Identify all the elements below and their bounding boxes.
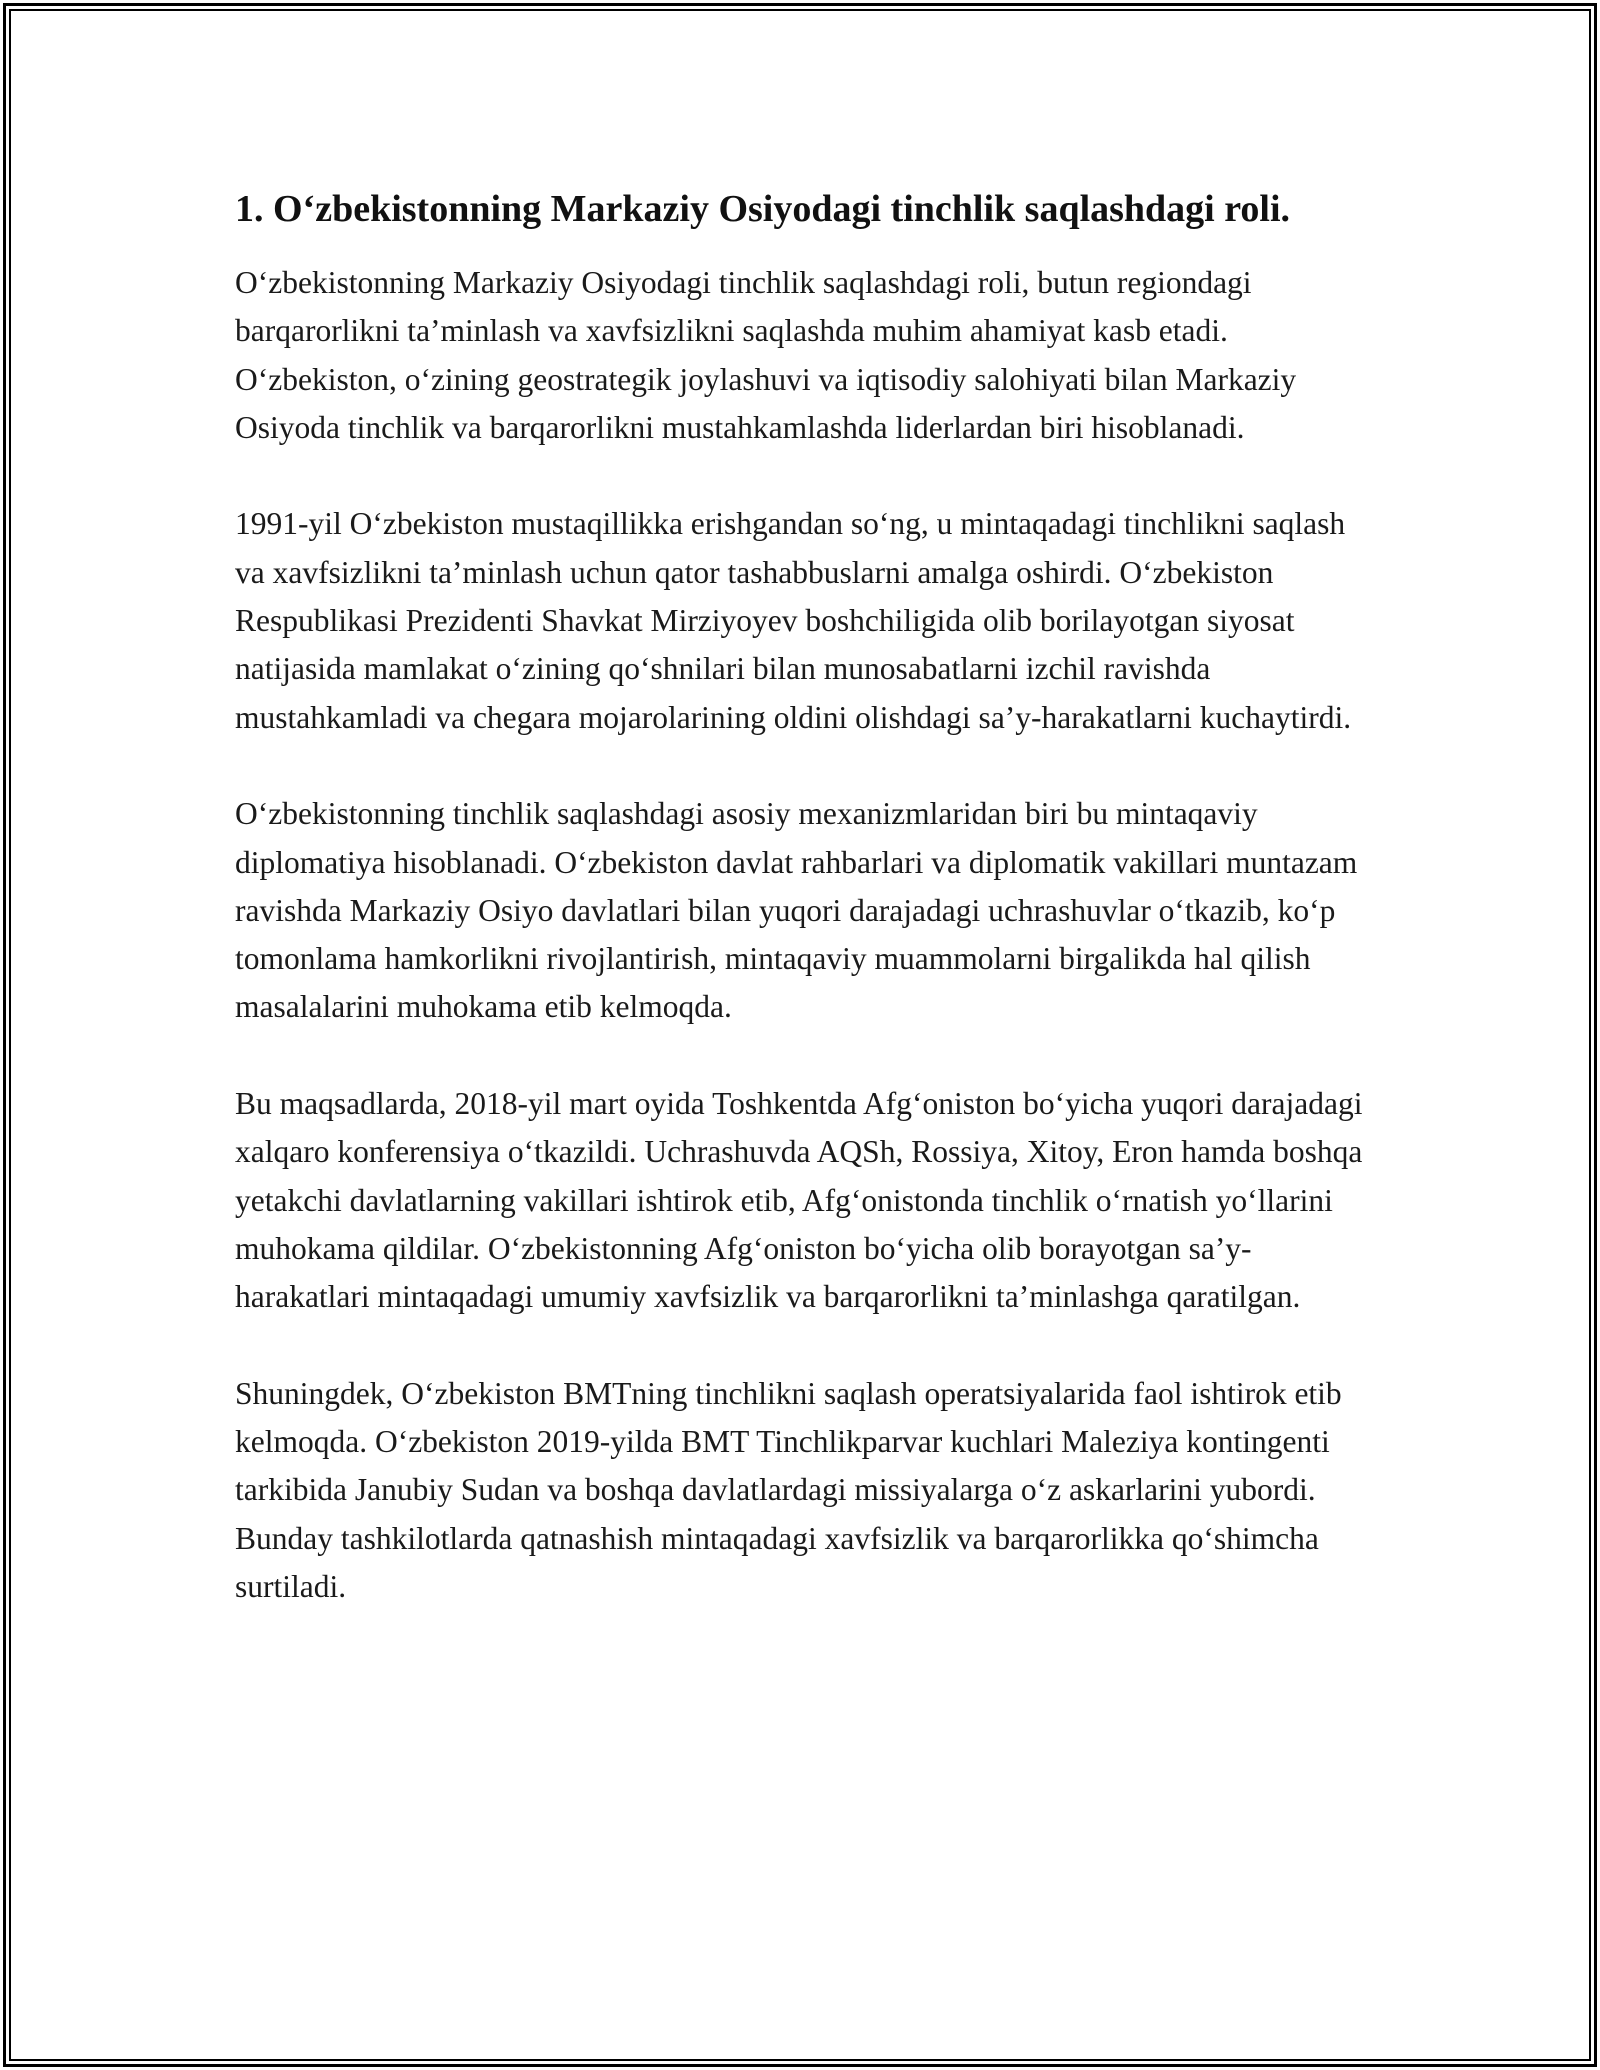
paragraph-2: 1991-yil O‘zbekiston mustaqillikka erishgandan so‘ng, u mintaqadagi tinchlikni saqlash va xavfsizlikni ta’minlash uchun qator tashabbuslarni amalga oshirdi. O‘zbekiston Respublikasi Prezidenti Shavkat Mirziyoyev boshchiligida olib borilayotgan siyosat natijasida mamlakat o‘zining qo‘shnilari bilan munosabatlarni izchil ravishda mustahkamladi va chegara mojarolarining oldini olishdagi sa’y-harakatlarni kuchaytirdi. bbox=[235, 506, 1352, 735]
paragraph-5: Shuningdek, O‘zbekiston BMTning tinchlikni saqlash operatsiyalarida faol ishtirok etib kelmoqda. O‘zbekiston 2019-yilda BMT Tinchlikparvar kuchlari Maleziya kontingenti tarkibida Janubiy Sudan va boshqa davlatlardagi missiyalarga o‘z askarlarini yubordi. Bunday tashkilotlarda qatnashish mintaqadagi xavfsizlik va barqarorlikka qo‘shimcha surtiladi. bbox=[235, 1375, 1342, 1605]
paragraph-4: Bu maqsadlarda, 2018-yil mart oyida Toshkentda Afg‘oniston bo‘yicha yuqori darajadagi xalqaro konferensiya o‘tkazildi. Uchrashuvda AQSh, Rossiya, Xitoy, Eron hamda boshqa yetakchi davlatlarning vakillari ishtirok etib, Afg‘onistonda tinchlik o‘rnatish yo‘llarini muhokama qildilar. O‘zbekistonning Afg‘oniston bo‘yicha olib borayotgan sa’y-harakatlari mintaqadagi umumiy xavfsizlik va barqarorlikni ta’minlashga qaratilgan. bbox=[235, 1086, 1363, 1315]
paragraph-1: O‘zbekistonning Markaziy Osiyodagi tinchlik saqlashdagi roli, butun regiondagi barqarorlikni ta’minlash va xavfsizlikni saqlashda muhim ahamiyat kasb etadi. O‘zbekiston, o‘zining geostrategik joylashuvi va iqtisodiy salohiyati bilan Markaziy Osiyoda tinchlik va barqarorlikni mustahkamlashda liderlardan biri hisoblanadi. bbox=[235, 265, 1297, 445]
document-body bbox=[235, 185, 1365, 1611]
paragraph-3: O‘zbekistonning tinchlik saqlashdagi asosiy mexanizmlaridan biri bu mintaqaviy diplomatiya hisoblanadi. O‘zbekiston davlat rahbarlari va diplomatik vakillari muntazam ravishda Markaziy Osiyo davlatlari bilan yuqori darajadagi uchrashuvlar o‘tkazib, ko‘p tomonlama hamkorlikni rivojlantirish, mintaqaviy muammolarni birgalikda hal qilish masalalarini muhokama etib kelmoqda. bbox=[235, 796, 1358, 1025]
section-heading: 1. O‘zbekistonning Markaziy Osiyodagi tinchlik saqlashdagi roli. bbox=[235, 188, 1291, 230]
